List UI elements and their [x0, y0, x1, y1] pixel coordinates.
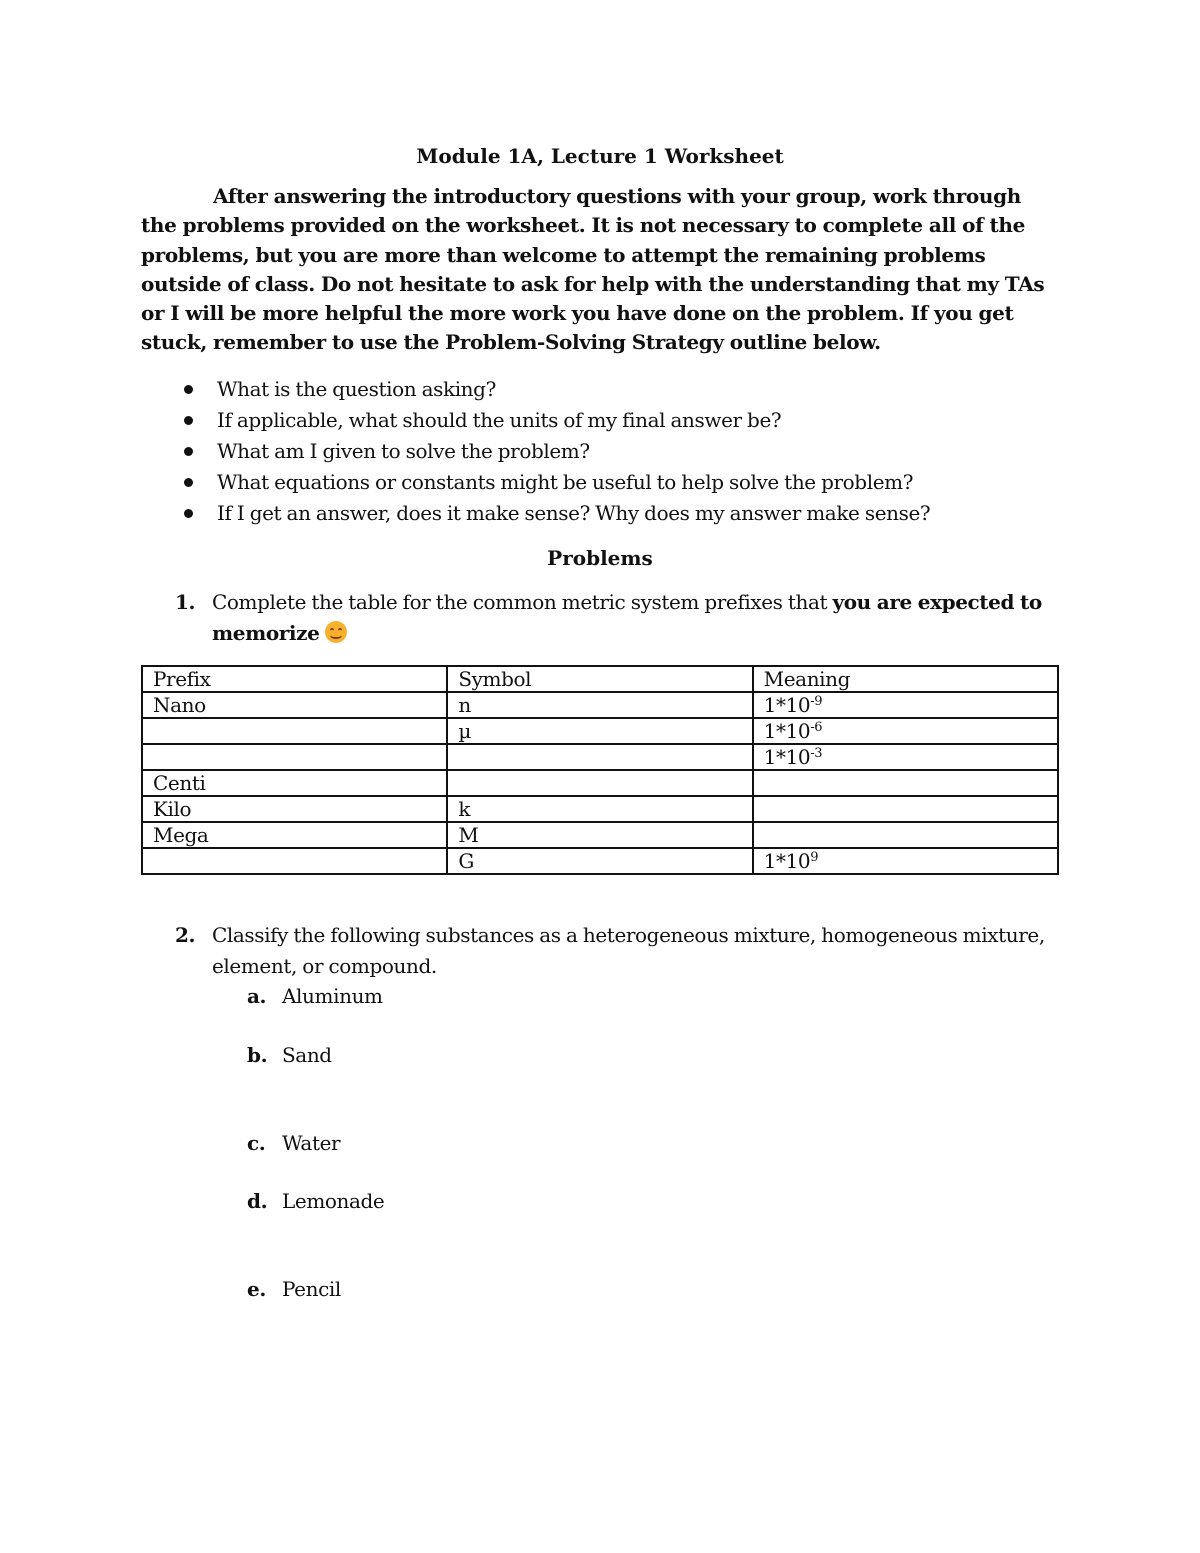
intro-paragraph: After answering the introductory questions with your group, work through the problems provided on the worksheet. It is not necessary to complete all of the problems, but you are more than welcome to attempt the remaining problems outside of class. Do not hesitate to ask for help with the understanding that my TAs or I will be more helpful the more work you have done on the problem. If you get stuck, remember to use the Problem-Solving Strategy outline below. [141, 184, 1045, 355]
cell-symbol[interactable]: k [447, 796, 752, 822]
bullet-icon [184, 416, 193, 425]
list-item [141, 1275, 1059, 1303]
cell-prefix[interactable] [142, 848, 447, 874]
cell-prefix[interactable] [142, 718, 447, 744]
header-symbol: Symbol [447, 666, 752, 692]
table-row [142, 718, 1058, 744]
problem-bold-text: you are expected to memorize [212, 589, 1042, 645]
problem-number: 2. [175, 922, 196, 947]
cell-prefix[interactable] [142, 744, 447, 770]
cell-meaning[interactable]: $1*10^9$ [753, 848, 1058, 874]
table-row [142, 770, 1058, 796]
item-label: Water [282, 1130, 341, 1155]
item-label: Pencil [282, 1276, 341, 1301]
problems-heading: Problems [547, 545, 653, 570]
list-item [141, 1187, 1059, 1215]
item-letter: d. [247, 1188, 268, 1213]
strategy-item: If I get an answer, does it make sense? Why does my answer make sense? [141, 498, 1059, 529]
list-item [141, 1129, 1059, 1157]
problem-1 [141, 587, 1059, 649]
item-label: Sand [282, 1042, 332, 1067]
cell-symbol[interactable]: n [447, 692, 752, 718]
cell-prefix[interactable]: Mega [142, 822, 447, 848]
cell-symbol[interactable]: µ [447, 718, 752, 744]
cell-meaning[interactable]: $1*10^{-9}$ [753, 692, 1058, 718]
header-prefix: Prefix [142, 666, 447, 692]
worksheet-page [141, 138, 1059, 1303]
cell-symbol[interactable]: M [447, 822, 752, 848]
cell-meaning[interactable] [753, 770, 1058, 796]
item-label: Lemonade [282, 1188, 385, 1213]
problem-text: Classify the following substances as a heterogeneous mixture, homogeneous mixture, element, or compound. [212, 922, 1045, 978]
table-row [142, 822, 1058, 848]
problem-2 [141, 920, 1059, 982]
bullet-icon [184, 509, 193, 518]
problem-number: 1. [175, 589, 196, 614]
table-header-row [142, 666, 1058, 692]
table-row [142, 744, 1058, 770]
item-letter: a. [247, 983, 267, 1008]
item-letter: c. [247, 1130, 266, 1155]
cell-prefix[interactable]: Centi [142, 770, 447, 796]
list-item [141, 982, 1059, 1010]
cell-symbol[interactable] [447, 770, 752, 796]
list-item [141, 1041, 1059, 1069]
item-letter: e. [247, 1276, 266, 1301]
bullet-icon [184, 385, 193, 394]
cell-prefix[interactable]: Kilo [142, 796, 447, 822]
strategy-list [141, 374, 1059, 529]
strategy-item: If applicable, what should the units of my final answer be? [141, 405, 1059, 436]
header-meaning: Meaning [753, 666, 1058, 692]
cell-meaning[interactable] [753, 822, 1058, 848]
cell-symbol[interactable] [447, 744, 752, 770]
prefix-table [141, 665, 1059, 875]
cell-meaning[interactable]: $1*10^{-6}$ [753, 718, 1058, 744]
table-row [142, 848, 1058, 874]
strategy-item: What equations or constants might be useful to help solve the problem? [141, 467, 1059, 498]
table-row [142, 796, 1058, 822]
cell-meaning[interactable]: $1*10^{-3}$ [753, 744, 1058, 770]
smiley-icon [325, 621, 347, 643]
bullet-icon [184, 447, 193, 456]
cell-meaning[interactable] [753, 796, 1058, 822]
problem-text: Complete the table for the common metric system prefixes that [212, 589, 833, 614]
bullet-icon [184, 478, 193, 487]
item-letter: b. [247, 1042, 268, 1067]
cell-prefix[interactable]: Nano [142, 692, 447, 718]
worksheet-title: Module 1A, Lecture 1 Worksheet [416, 144, 784, 168]
cell-symbol[interactable]: G [447, 848, 752, 874]
strategy-item: What am I given to solve the problem? [141, 436, 1059, 467]
strategy-item: What is the question asking? [141, 374, 1059, 405]
substance-list [141, 982, 1059, 1303]
table-row [142, 692, 1058, 718]
item-label: Aluminum [282, 983, 383, 1008]
